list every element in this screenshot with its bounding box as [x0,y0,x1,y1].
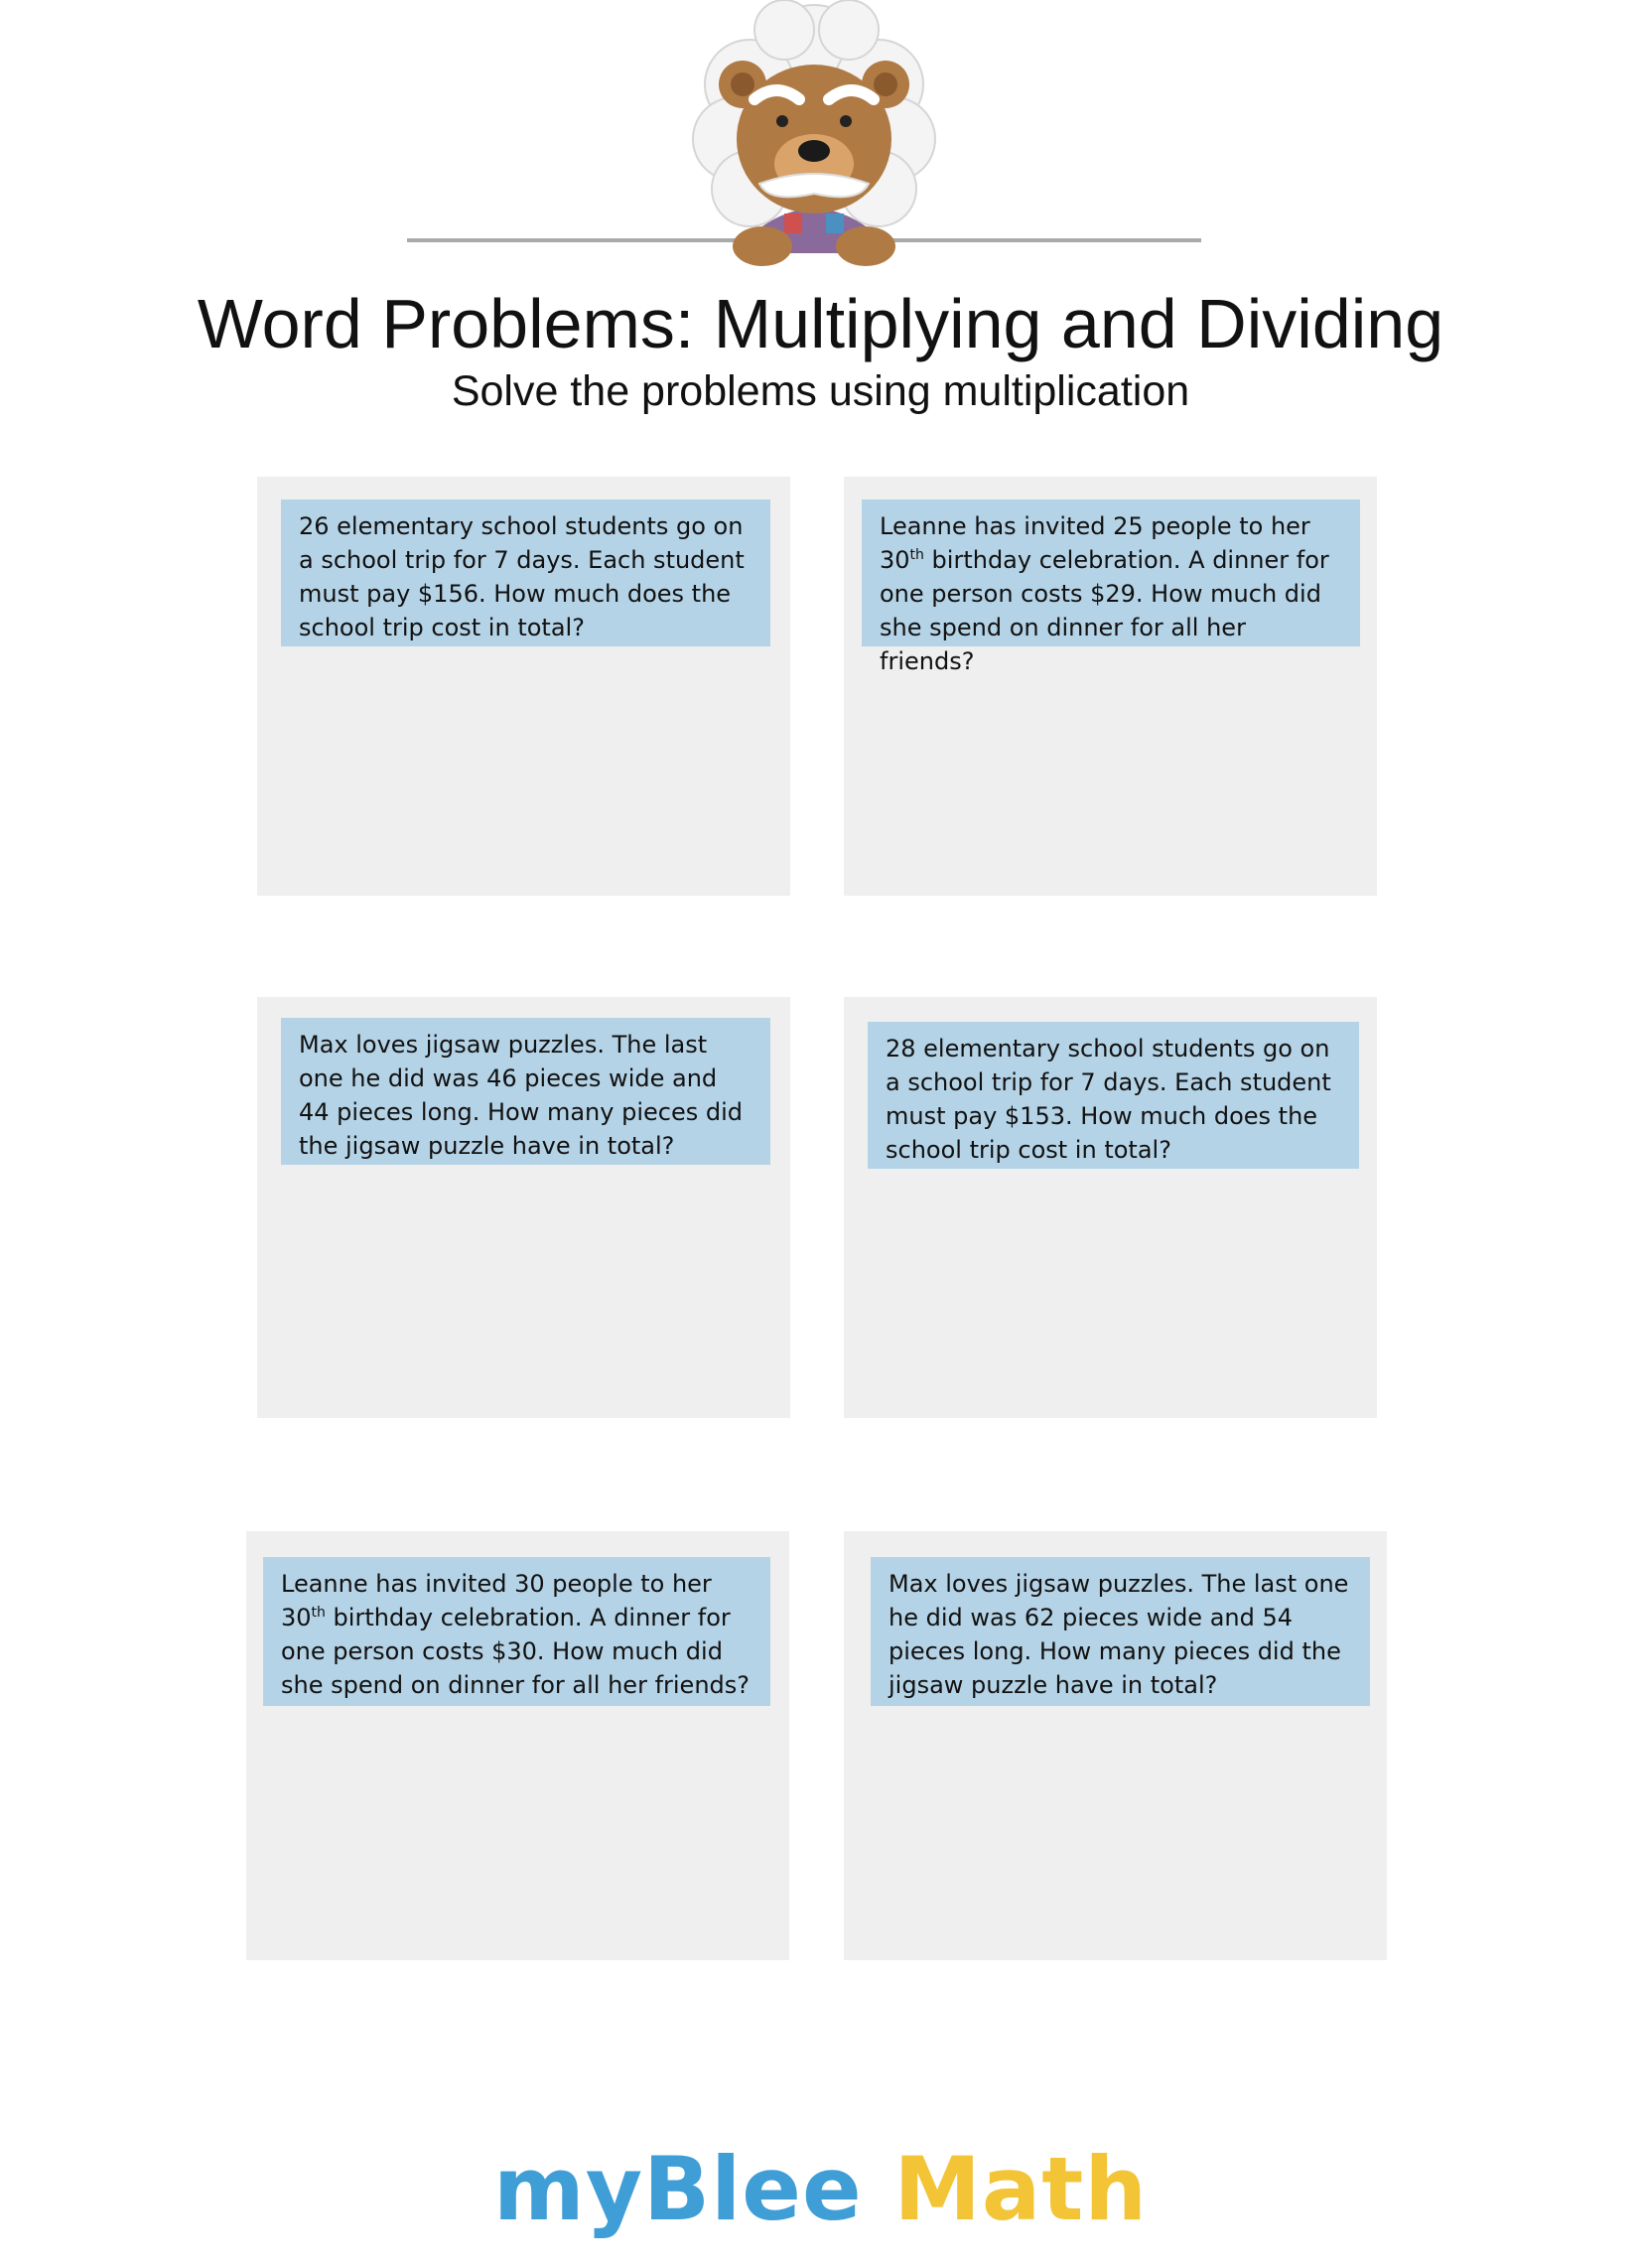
brand-logo [0,2135,1641,2244]
problem-text-2-before: Leanne has invited 25 people to her 30 [880,512,1310,574]
problem-text-6: Max loves jigsaw puzzles. The last one he did was 62 pieces wide and 54 pieces long. How many pieces did the jigsaw puzzle have in total? [871,1557,1370,1706]
problem-text-5-before: Leanne has invited 30 people to her 30 [281,1570,712,1631]
problem-text-4: 28 elementary school students go on a school trip for 7 days. Each student must pay $153. How much does the school trip cost in total? [868,1022,1359,1169]
problem-text-1: 26 elementary school students go on a school trip for 7 days. Each student must pay $156. How much does the school trip cost in total? [281,499,770,646]
bear-mascot-icon [407,0,1241,273]
logo-text-math: Math [893,2138,1148,2240]
problem-text-5 [263,1557,770,1706]
logo-text-myblee: myBlee [493,2138,894,2240]
problem-text-2 [862,499,1360,675]
problem-text-2-after: birthday celebration. A dinner for one person costs $29. How much did she spend on dinner for all her friends? [880,546,1329,675]
problem-text-5-after: birthday celebration. A dinner for one person costs $30. How much did she spend on dinner for all her friends? [281,1604,751,1699]
problem-text-2-sup: th [909,547,924,563]
page-subtitle: Solve the problems using multiplication [451,367,1190,415]
problem-text-5-sup: th [311,1605,326,1621]
page-title: Word Problems: Multiplying and Dividing [197,285,1444,362]
problem-text-3: Max loves jigsaw puzzles. The last one he did was 46 pieces wide and 44 pieces long. How many pieces did the jigsaw puzzle have in total? [281,1018,770,1165]
